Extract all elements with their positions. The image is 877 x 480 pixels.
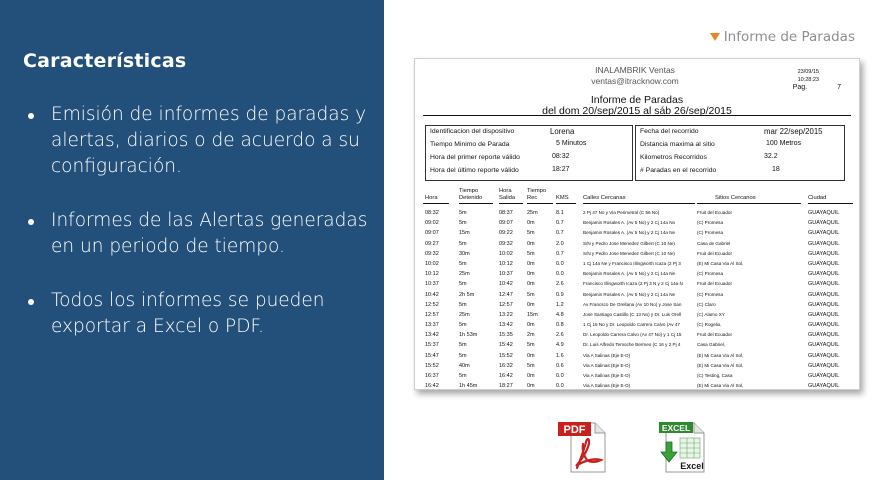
table-cell: Benjamin Rosales A. (Av 5 No) y 2 Cj 14a Ne xyxy=(583,230,676,236)
report-title: Informe de Paradas xyxy=(590,94,684,106)
table-row xyxy=(423,228,851,238)
table-row xyxy=(423,259,851,269)
table-cell: 2.6 xyxy=(556,332,564,339)
table-cell: 0m xyxy=(527,271,535,278)
table-cell: 5m xyxy=(527,230,535,237)
table-cell: 16:42 xyxy=(425,383,439,390)
info-label: Tiempo Minimo de Parada xyxy=(430,141,510,148)
table-cell: 0.6 xyxy=(556,362,564,369)
table-cell: 09:07 xyxy=(425,230,439,237)
table-cell: 5m xyxy=(459,210,467,216)
report-company-email: ventas@itracknow.com xyxy=(591,76,679,86)
table-cell: 5m xyxy=(459,342,467,349)
table-cell: 5m xyxy=(459,220,467,227)
column-header: Ciudad xyxy=(808,195,827,201)
table-cell: 15:47 xyxy=(425,352,439,359)
table-cell: 40m xyxy=(459,362,470,369)
table-cell: 1.6 xyxy=(556,352,564,359)
column-underline xyxy=(697,203,801,205)
info-label: Distancia maxima al sitio xyxy=(640,141,715,148)
table-cell: GUAYAQUIL xyxy=(808,281,840,288)
report-date: 23/09/15 xyxy=(797,69,819,75)
table-cell: 2.0 xyxy=(556,240,564,247)
table-cell: Casa Gabriel, xyxy=(697,342,726,348)
table-cell: 15:52 xyxy=(499,352,513,359)
table-cell: 0.0 xyxy=(556,271,564,278)
features-title: Características xyxy=(23,50,187,72)
table-cell: 0m xyxy=(527,373,535,379)
table-cell: Jose Santiago Castillo (C 13 No) y Dr. Luis Orell xyxy=(583,311,682,317)
table-cell: 5m xyxy=(459,301,467,308)
table-cell: 12:47 xyxy=(499,291,513,298)
table-cell: GUAYAQUIL xyxy=(808,230,840,237)
table-cell: Benjamin Rosales A. (Av 5 No) y 2 Cj 14a No xyxy=(583,220,676,226)
info-label: Kilometros Recorridos xyxy=(640,154,707,161)
table-cell: 0.9 xyxy=(556,291,564,298)
table-cell: 08:37 xyxy=(499,210,513,216)
table-cell: GUAYAQUIL xyxy=(808,362,840,369)
table-cell: (E) Mi Casa Via Al Sol, xyxy=(697,362,744,368)
table-cell: 12:57 xyxy=(499,301,513,308)
column-header: Sitios Cercanos xyxy=(715,195,756,201)
table-cell: 10:42 xyxy=(425,291,439,298)
table-cell: 1 Cj 14a Ne y Francisco Illingworth Icaza (2 Pj 3 xyxy=(583,260,681,266)
table-cell: Via A Salinas (Eje E-O) xyxy=(583,362,631,368)
column-underline xyxy=(499,203,523,205)
table-cell: 2.6 xyxy=(556,281,564,288)
table-cell: 0m xyxy=(527,301,535,308)
column-underline xyxy=(583,203,695,205)
pdf-label: PDF xyxy=(563,424,586,436)
table-cell: Fruit del Ecuador xyxy=(697,210,732,215)
table-cell: 25m xyxy=(459,311,470,318)
table-cell: 5m xyxy=(459,322,467,329)
table-cell: GUAYAQUIL xyxy=(808,383,840,390)
table-cell: 5m xyxy=(459,240,467,247)
table-cell: 5m xyxy=(527,342,535,349)
table-cell: (C) Promesa xyxy=(697,220,724,226)
table-cell: Fruit del Ecuador xyxy=(697,281,732,287)
table-cell: 8.1 xyxy=(556,210,564,216)
report-subtitle: del dom 20/sep/2015 al sáb 26/sep/2015 xyxy=(542,105,732,117)
report-company xyxy=(575,65,695,87)
table-cell: 0m xyxy=(527,322,535,329)
table-cell: Via A Salinas (Eje E-O) xyxy=(583,373,631,378)
table-cell: (E) Mi Casa Via Al Sol, xyxy=(697,383,744,389)
table-cell: 13:37 xyxy=(425,322,439,329)
column-header: Tiempo Detenido xyxy=(459,188,483,201)
table-cell: (C) Promesa xyxy=(697,271,724,277)
table-row xyxy=(423,381,851,390)
table-cell: 13:42 xyxy=(425,332,439,339)
table-cell: 0.7 xyxy=(556,250,564,257)
table-cell: Av Francsco De Orellana (Av 10 No) y Jose San xyxy=(583,301,682,307)
table-cell: 0.0 xyxy=(556,383,564,390)
feature-item: Todos los informes se pueden exportar a Excel o PDF. xyxy=(25,288,375,340)
table-cell: 16:37 xyxy=(425,373,439,379)
table-cell: 10:37 xyxy=(499,271,513,278)
table-cell: 5m xyxy=(527,362,535,369)
table-cell: S/N y Pedro Jose Menedez Gilbert (C 10 Ne) xyxy=(583,250,675,256)
table-cell: GUAYAQUIL xyxy=(808,210,840,216)
table-row xyxy=(423,269,851,279)
info-value: 5 Minutos xyxy=(556,140,587,147)
info-value: mar 22/sep/2015 xyxy=(764,127,823,136)
table-cell: 09:32 xyxy=(499,240,513,247)
table-cell: 0m xyxy=(527,281,535,288)
table-row xyxy=(423,290,851,300)
table-row xyxy=(423,208,851,218)
table-cell: Dr. Leopoldo Carrera Calvo (Av 47 No) y 1 Cj 15 xyxy=(583,332,682,338)
table-row xyxy=(423,361,851,371)
info-value: 18:27 xyxy=(552,166,570,173)
section-label-text: Informe de Paradas xyxy=(723,29,855,45)
table-cell: 0m xyxy=(527,240,535,247)
table-cell: 10:37 xyxy=(425,281,439,288)
table-cell: Casa de Gabriel xyxy=(697,240,731,246)
table-cell: 2h 5m xyxy=(459,291,475,298)
table-cell: GUAYAQUIL xyxy=(808,352,840,359)
column-underline xyxy=(423,203,449,205)
report-table-body xyxy=(423,208,851,390)
table-cell: (C) Claro xyxy=(697,301,716,307)
info-value: 100 Metros xyxy=(766,140,802,147)
table-row xyxy=(423,371,851,381)
table-cell: 13:42 xyxy=(499,322,513,329)
table-cell: GUAYAQUIL xyxy=(808,342,840,349)
table-cell: 5m xyxy=(527,250,535,257)
table-cell: GUAYAQUIL xyxy=(808,240,840,247)
stops-report-preview xyxy=(414,58,860,390)
feature-item: Emisión de informes de paradas y alertas, diarios o de acuerdo a su configuración. xyxy=(25,102,375,180)
column-underline xyxy=(808,203,853,205)
table-cell: 15:52 xyxy=(425,362,439,369)
table-cell: 10:02 xyxy=(499,250,513,257)
table-cell: 08:32 xyxy=(425,210,439,216)
table-cell: 09:02 xyxy=(425,220,439,227)
table-cell: (E) Mi Casa Via Al Sol, xyxy=(697,260,744,266)
info-value: 18 xyxy=(772,166,780,173)
column-underline xyxy=(459,203,493,205)
table-cell: 0m xyxy=(527,220,535,227)
table-cell: GUAYAQUIL xyxy=(808,311,840,318)
table-cell: (C) Promesa xyxy=(697,291,724,297)
features-list xyxy=(25,102,375,368)
table-row xyxy=(423,279,851,289)
report-table-header xyxy=(423,184,851,204)
table-cell: 2 Pj 47 No y Via Perimetral (C 56 No) xyxy=(583,210,660,215)
info-label: Identificacion del dispositivo xyxy=(430,128,515,135)
column-header: Hora xyxy=(425,195,438,201)
table-cell: 4.8 xyxy=(556,311,564,318)
table-cell: 1.2 xyxy=(556,301,564,308)
excel-export-icon[interactable] xyxy=(658,420,712,474)
excel-bottom-label: Excel xyxy=(680,461,704,471)
table-cell: 0.8 xyxy=(556,322,564,329)
table-cell: 12:57 xyxy=(425,311,439,318)
table-cell: 1 Cj 15 No y Dr. Leopoldo Carrera Calvo (Av 47 xyxy=(583,322,680,328)
table-cell: GUAYAQUIL xyxy=(808,322,840,329)
table-cell: GUAYAQUIL xyxy=(808,291,840,298)
table-cell: 5m xyxy=(459,260,467,267)
report-company-name: INALAMBRIK Ventas xyxy=(595,65,675,75)
table-cell: 16:42 xyxy=(499,373,513,379)
table-cell: 15:35 xyxy=(499,332,513,339)
table-cell: 13:22 xyxy=(499,311,513,318)
table-cell: 16:32 xyxy=(499,362,513,369)
table-cell: 1h 45m xyxy=(459,383,478,390)
table-cell: 5m xyxy=(459,281,467,288)
table-cell: 5m xyxy=(527,291,535,298)
table-cell: 25m xyxy=(459,271,470,278)
table-cell: 12:52 xyxy=(425,301,439,308)
table-cell: Fruit del Ecuador xyxy=(697,332,732,338)
table-row xyxy=(423,300,851,310)
table-cell: 15m xyxy=(527,311,538,318)
table-cell: 25m xyxy=(527,210,538,216)
table-cell: 0.7 xyxy=(556,220,564,227)
table-cell: 0.0 xyxy=(556,260,564,267)
table-cell: 0.7 xyxy=(556,230,564,237)
column-underline xyxy=(527,203,553,205)
table-cell: GUAYAQUIL xyxy=(808,220,840,227)
table-cell: 0m xyxy=(527,352,535,359)
table-cell: Benjamin Rosales A. (Av 5 No) y 2 Cj 14a Ne xyxy=(583,271,676,277)
table-cell: 4.9 xyxy=(556,342,564,349)
table-cell: GUAYAQUIL xyxy=(808,260,840,267)
table-cell: 0m xyxy=(527,383,535,390)
feature-item: Informes de las Alertas generadas en un periodo de tiempo. xyxy=(25,208,375,260)
table-cell: 09:27 xyxy=(425,240,439,247)
table-cell: 09:22 xyxy=(499,230,513,237)
table-row xyxy=(423,320,851,330)
column-header: Tiempo Rec xyxy=(527,188,547,201)
table-cell: Via A Salinas (Eje E-O) xyxy=(583,383,631,389)
column-header: Calles Cercanas xyxy=(583,195,626,201)
table-cell: Francisco Illingworth Icaza (2 Pj 3 N y 2 Cj 14a N xyxy=(583,281,683,287)
excel-top-label: EXCEL xyxy=(661,423,691,433)
table-cell: 15m xyxy=(459,230,470,237)
triangle-down-icon xyxy=(710,33,720,41)
table-cell: 2m xyxy=(527,332,535,339)
table-cell: GUAYAQUIL xyxy=(808,271,840,278)
pdf-export-icon[interactable] xyxy=(557,420,611,474)
table-cell: 0.0 xyxy=(556,373,564,379)
table-cell: 18:27 xyxy=(499,383,513,390)
report-title-block xyxy=(415,95,859,117)
table-row xyxy=(423,218,851,228)
report-page-number: 7 xyxy=(837,84,841,91)
column-underline xyxy=(556,203,576,205)
report-divider xyxy=(423,115,851,116)
table-row xyxy=(423,310,851,320)
table-cell: Via A Salinas (Eje E-O) xyxy=(583,352,631,358)
table-row xyxy=(423,249,851,259)
info-label: Hora del primer reporte válido xyxy=(430,154,520,161)
table-row xyxy=(423,351,851,361)
table-cell: 10:12 xyxy=(499,260,513,267)
info-label: # Paradas en el recorrido xyxy=(640,167,717,174)
table-cell: S/N y Pedro Jose Menedez Gilbert (C 10 Ne) xyxy=(583,240,675,246)
table-cell: 0m xyxy=(527,260,535,267)
table-cell: 15:37 xyxy=(425,342,439,349)
column-header: KMS xyxy=(556,195,569,201)
table-cell: (C) Rogelio, xyxy=(697,322,722,328)
report-page xyxy=(793,84,841,91)
table-cell: (C) Alamo XY xyxy=(697,311,725,317)
table-cell: Benjamin Rosales A. (Av 5 No) y 2 Cj 14a Ne xyxy=(583,291,676,297)
table-cell: (C) Testing, Casa xyxy=(697,373,733,378)
table-cell: 30m xyxy=(459,250,470,257)
table-cell: GUAYAQUIL xyxy=(808,373,840,379)
table-cell: 5m xyxy=(459,352,467,359)
table-cell: 5m xyxy=(459,373,467,379)
table-cell: GUAYAQUIL xyxy=(808,250,840,257)
table-cell: (C) Promesa xyxy=(697,230,724,236)
table-cell: 09:32 xyxy=(425,250,439,257)
column-header: Hora Salida xyxy=(499,188,516,201)
table-cell: Dr. Luis Alfredo Temoche Bermeo (C 16 y 2 Pj 4 xyxy=(583,342,681,348)
table-row xyxy=(423,239,851,249)
info-label: Hora del último reporte válido xyxy=(430,167,519,174)
table-cell: 10:02 xyxy=(425,260,439,267)
info-value: 08:32 xyxy=(552,153,570,160)
table-row xyxy=(423,340,851,350)
info-value: Lorena xyxy=(550,127,575,136)
features-panel xyxy=(0,0,384,480)
report-page-label: Pag. xyxy=(792,84,808,91)
table-row xyxy=(423,330,851,340)
table-cell: 09:07 xyxy=(499,220,513,227)
report-time: 10:28:23 xyxy=(797,77,819,83)
info-value: 32.2 xyxy=(764,153,778,160)
table-cell: 1h 53m xyxy=(459,332,478,339)
table-cell: 15:42 xyxy=(499,342,513,349)
table-cell: 10:12 xyxy=(425,271,439,278)
report-timestamp xyxy=(798,68,819,84)
table-cell: GUAYAQUIL xyxy=(808,332,840,339)
report-info-left xyxy=(425,125,633,181)
table-cell: (E) Mi Casa Via Al Sol, xyxy=(697,352,744,358)
info-label: Fecha del recorrido xyxy=(640,128,699,135)
table-cell: 10:42 xyxy=(499,281,513,288)
table-cell: GUAYAQUIL xyxy=(808,301,840,308)
section-label[interactable] xyxy=(710,29,855,45)
report-info-right xyxy=(635,125,845,181)
table-cell: Fruit del Ecuador xyxy=(697,250,732,256)
